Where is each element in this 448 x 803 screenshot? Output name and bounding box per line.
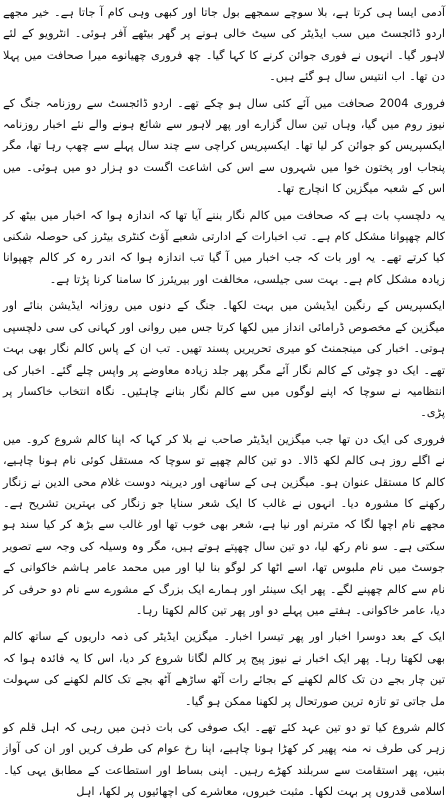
article-paragraph: فروری کی ایک دن تھا جب میگزین ایڈیٹر صاحب نے بلا کر کہا کہ اپنا کالم شروع کرو۔ میں نے اگلے روز ہی کالم لکھ ڈالا۔ دو تین کالم چھپے تو سوچا کہ مستقل کوئی نام ہونا چاہیے، کالم کا مستقل عنوان ہو۔ میگزین ہی کے ساتھی اور دیرینہ دوست غلام محی الدین نے زنگار رکھنے کا مشورہ دیا۔ انہوں نے غالب کا ایک شعر سنایا جو زنگار کی بہترین تشریح ہے۔ مجھے نام اچھا لگا کہ مترنم اور نیا ہے، شعر بھی خوب تھا اور غالب سے بڑھ کر کیا سند ہو سکتی ہے۔ سو نام رکھ لیا، دو تین سال چھپتے ہوتے ہیں، مگر وہ وسیلہ کی وجہ سے تصویر جوسٹ میں نام ملبوس تھا، اسے اٹھا کر لوگو بنا لیا اور میں محمد عامر ہاشم خاکوانی کے نام سے کالم چھپنے لگے۔ پھر ایک سینئر اور ہمارے ایک بزرگ کے مشورے سے نام دو حرفی کر دیا، عامر خاکوانی۔ ہفتے میں پہلے دو اور پھر تین کالم لکھتا رہا۔ <box>3 432 445 617</box>
article-paragraph: فروری 2004 صحافت میں آئے کئی سال ہو چکے تھے۔ اردو ڈائجسٹ سے روزنامہ جنگ کے نیوز روم میں گیا، وہاں تین سال گزارے اور پھر لاہور سے شائع ہونے والے نئے اخبار روزنامہ ایکسپریس کو جوائن کر لیا تھا۔ ایکسپریس کراچی سے چند سال پہلے سے چھپ رہا تھا، مگر پنجاب اور پختون خوا میں شہروں سے اس کی اشاعت اگست دو ہزار دو میں ہوئی۔ میں اس کے شعبہ میگزین کا انچارج تھا۔ <box>3 96 445 196</box>
article-paragraph: کالم شروع کیا تو دو تین عہد کئے تھے۔ ایک صوفی کی بات ذہن میں رہی کہ اہل قلم کو زہر کی طرف نہ منہ پھیر کر کھڑا ہونا چاہیے، اپنا رخ عوام کی طرف کریں اور ان کی آواز بنیں، پھر استقامت سے سربلند کھڑے رہیں۔ اپنی بساط اور استطاعت کے مطابق یہی کیا۔ اسلامی قدروں پر بہت لکھا۔ مثبت خبروں، معاشرے کی اچھائیوں پر لکھا، اہل <box>3 721 445 799</box>
article-paragraph: ایکسپریس کے رنگین ایڈیشن میں بہت لکھا۔ جنگ کے دنوں میں روزانہ ایڈیشن بنائے اور میگزین کے مخصوص ڈرامائی انداز میں لکھا کرتا جس میں روانی اور کہانی کی سی دلچسپی ہوتی۔ اخبار کی مینجمنٹ کو میری تحریریں پسند تھیں۔ تب ان کے پاس کالم نگار بھی بہت تھے۔ ایک دو چوٹی کے کالم نگار آئے مگر پھر جلد زیادہ معاوضے پر واپس چلے گئے۔ اخبار کی انتظامیہ نے سوچا کہ اپنے لوگوں میں سے کالم نگار بنانے چاہئیں۔ نگاہ انتخاب خاکسار پر پڑی۔ <box>3 299 445 420</box>
article-paragraph: آدمی ایسا ہی کرتا ہے، بلا سوچے سمجھے بول جاتا اور کبھی وہی کام آ جاتا ہے۔ خیر مجھے اردو ڈائجسٹ میں سب ایڈیٹر کی سیٹ خالی ہونے پر گھر بیٹھے آفر ہوئی۔ انٹرویو کے لئے لاہور گیا۔ انہوں نے فوری جوائن کرنے کا کہا گیا۔ چھ فروری چھیانوے میرا صحافت میں پہلا دن تھا۔ اب انتیس سال ہو گئے ہیں۔ <box>3 6 445 84</box>
article-paragraph: یہ دلچسپ بات ہے کہ صحافت میں کالم نگار بننے آیا تھا کہ اندازہ ہوا کہ اخبار میں بیٹھ کر کالم چھپوانا مشکل کام ہے۔ تب اخبارات کے ادارتی شعبے آؤٹ کنٹری بیٹرز کی حوصلہ شکنی کیا کرتے تھے۔ یہ اور بات کہ جب اخبار میں آ گیا تب اندازہ ہوا کہ اندر رہ کر کالم چھپوانا زیادہ مشکل کام ہے۔ بہت سی جیلسی، مخالفت اور بیریئرز کا سامنا کرنا پڑتا ہے۔ <box>3 208 445 286</box>
article-paragraph: ایک کے بعد دوسرا اخبار اور پھر تیسرا اخبار۔ میگزین ایڈیٹر کی ذمہ داریوں کے ساتھ کالم بھی لکھتا رہا۔ پھر ایک اخبار نے نیوز پیج پر کالم لگانا شروع کر دیا، اس کا یہ فائدہ ہوا کہ تین چار بجے دن تک کالم لکھنے کے بجائے رات آٹھ ساڑھے آٹھ بجے تک کالم لکھنے کی سہولت مل جاتی تو تازہ ترین صورتحال پر لکھنا ممکن ہو گیا۔ <box>3 630 445 708</box>
